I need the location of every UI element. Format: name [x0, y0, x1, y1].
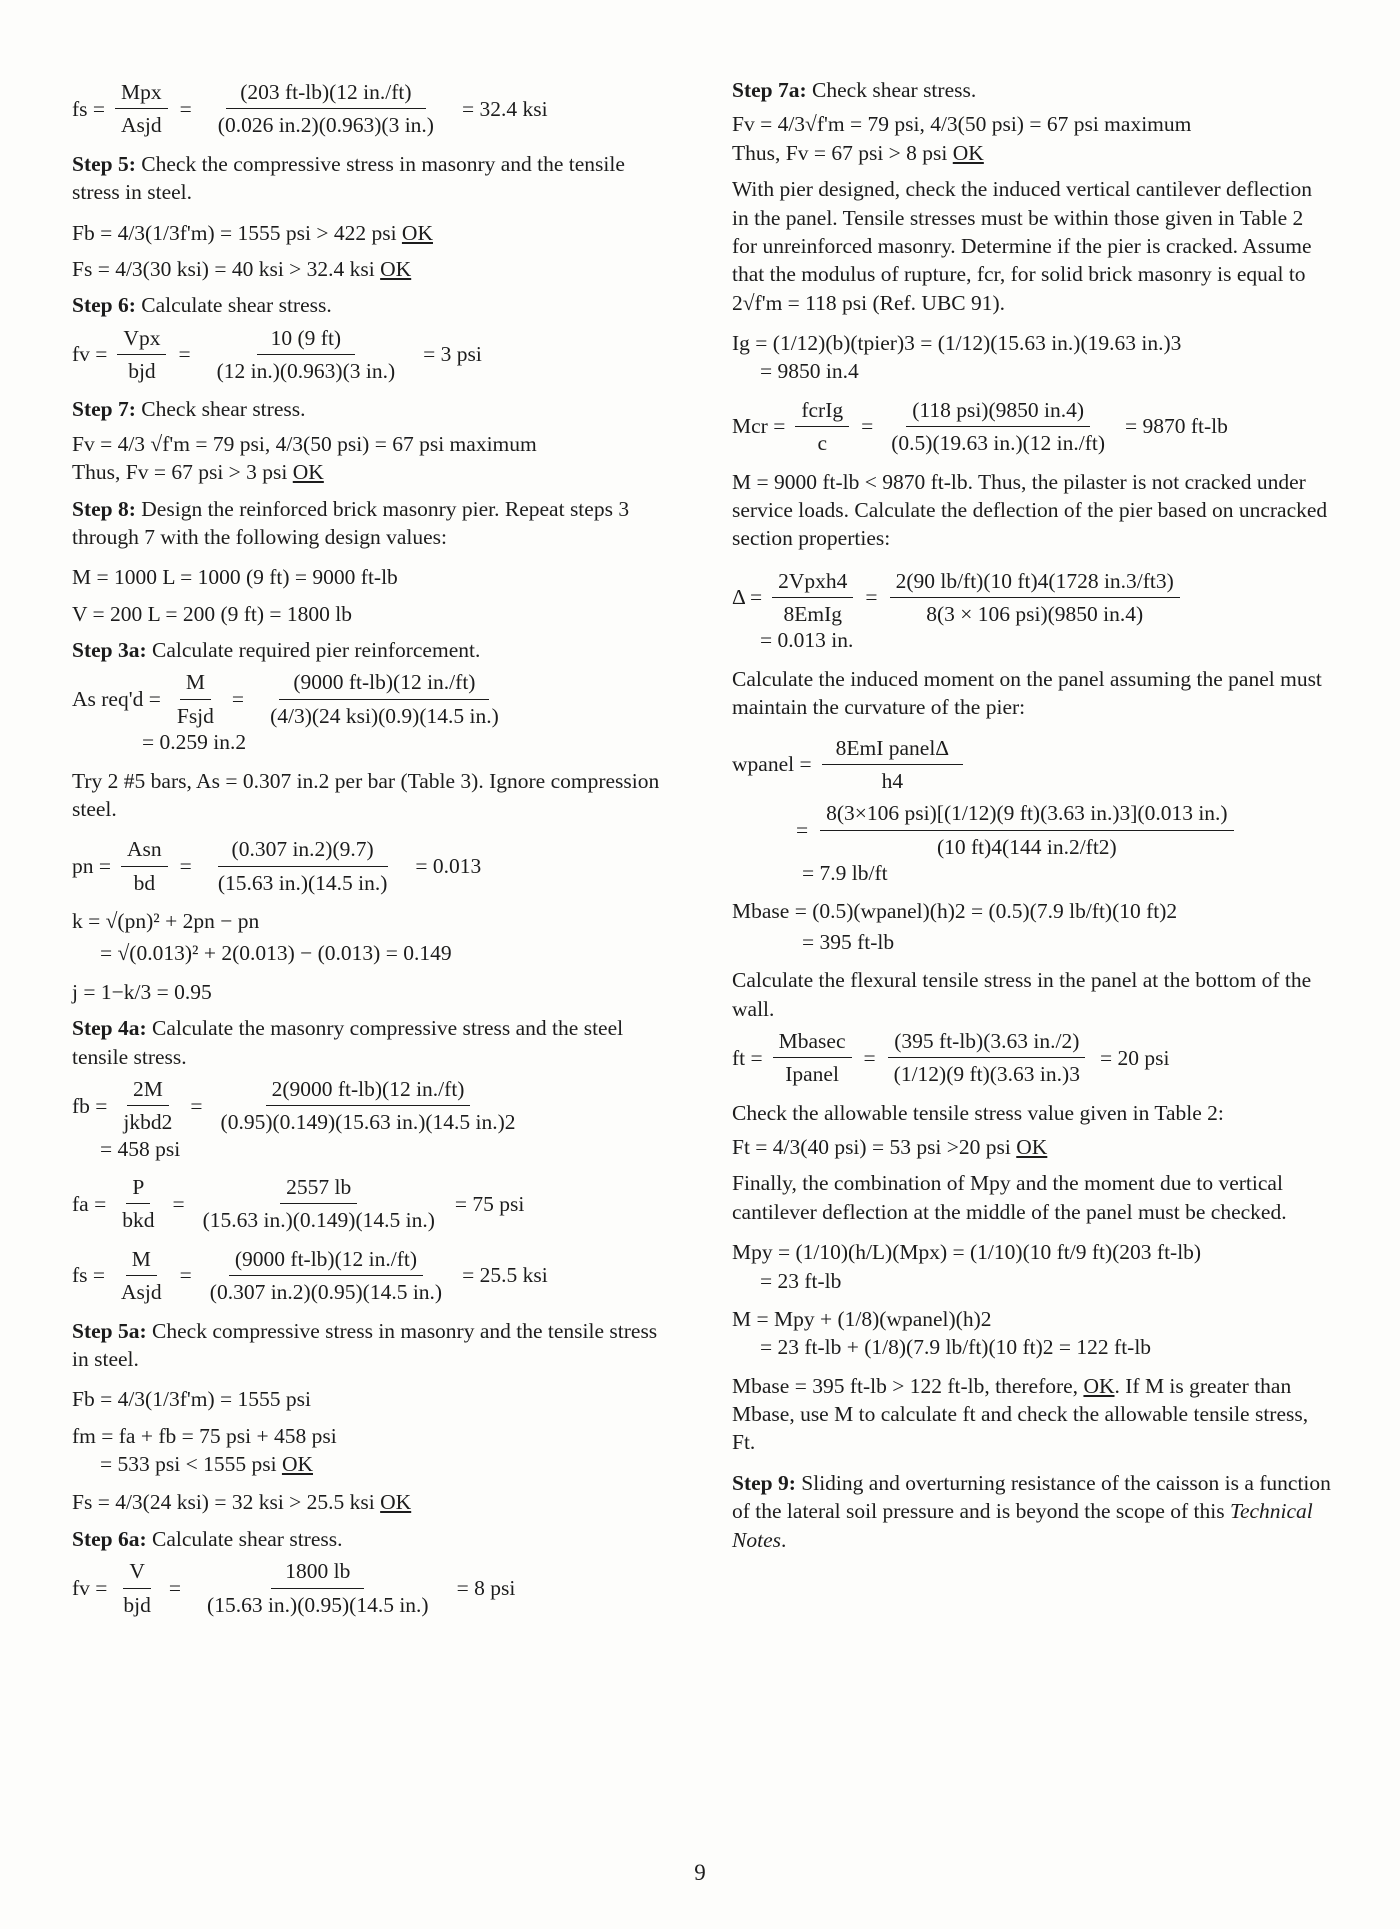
fraction: $\frac{2M}{\text{jkbd2}}$	[123, 1076, 173, 1135]
equation-fv-step6a: fv = $\frac{V}{\text{bjd}}$ = $\frac{1800 lb}{(15.63 in.)(0.95)(14.5 in.)}$ = 8 psi	[72, 1557, 672, 1619]
step-6a-heading: Step 6a: Calculate shear stress.	[72, 1526, 343, 1551]
equation-deflection: Δ = $\frac{\text{2Vpxh4}}{\text{8EmIg}}$ = $\frac{2(90 lb/ft)(10 ft)4(1728 in.3/ft3)}{\text{8(3 × 106 psi)(9850 in.4)}}$	[732, 567, 1332, 629]
equation-mbase: Mbase = (0.5)(wpanel)(h)2 = (0.5)(7.9 lb/ft)(10 ft)2	[732, 899, 1178, 924]
equation-lhs: fs =	[72, 96, 106, 121]
fraction: $\frac{2(9000 ft-lb)(12 in./ft)}{(0.95)(0.149)(15.63 in.)(14.5 in.)2}$	[220, 1076, 516, 1135]
equation-fa: fa = $\frac{P}{\text{bkd}}$ = $\frac{2557 lb}{(15.63 in.)(0.149)(14.5 in.)}$ = 75 psi	[72, 1173, 672, 1235]
step-3a-heading: Step 3a: Calculate required pier reinforcement.	[72, 638, 481, 662]
fraction: $\frac{M}{\text{Fsjd}}$	[176, 670, 214, 728]
step-8-heading: Step 8: Design the reinforced brick masonry pier. Repeat steps 3 through 7 with the following design values:	[72, 496, 630, 549]
page-number: 9	[694, 1860, 706, 1885]
equation-fb-allow: Fb = 4/3(1/3f'm) = 1555 psi	[72, 1387, 311, 1412]
right-column	[732, 74, 1332, 1566]
equation-wpanel-result: = 7.9 lb/ft	[802, 861, 888, 885]
equation-fv-check: Thus, Fv = 67 psi > 3 psi OK	[72, 460, 324, 485]
fraction: $\frac{(203 ft-lb)(12 in./ft)}{(0.026 in.2)(0.963)(3 in.)}$	[217, 80, 434, 138]
paragraph-flexural-stress: Calculate the flexural tensile stress in the panel at the bottom of the wall.	[732, 968, 1312, 1021]
equation-m-total: M = Mpy + (1/8)(wpanel)(h)2	[732, 1306, 992, 1331]
fraction: $\frac{V}{\text{bjd}}$	[123, 1559, 151, 1617]
equation-ft-allow: Ft = 4/3(40 psi) = 53 psi >20 psi OK	[732, 1135, 1048, 1159]
fraction: $\frac{1800 lb}{(15.63 in.)(0.95)(14.5 in.)}$	[207, 1559, 429, 1617]
fraction: $\frac{2557 lb}{(15.63 in.)(0.149)(14.5 in.)}$	[202, 1175, 435, 1233]
equation-moment: M = 1000 L = 1000 (9 ft) = 9000 ft-lb	[72, 565, 398, 590]
equation-fs-step4a: fs = $\frac{M}{\text{Asjd}}$ = $\frac{(9000 ft-lb)(12 in./ft)}{(0.307 in.2)(0.95)(14.5 in.)}$ = 25.5 ksi	[72, 1245, 672, 1307]
equation-ig: Ig = (1/12)(b)(tpier)3 = (1/12)(15.63 in.)(19.63 in.)3	[732, 331, 1182, 355]
fraction: $\frac{(395 ft-lb)(3.63 in./2)}{(1/12)(9 ft)(3.63 in.)3}$	[888, 1027, 1086, 1089]
equation-k: k = √(pn)² + 2pn − pn	[72, 909, 260, 933]
equation-wpanel-values: = $\frac{\text{8(3×106 psi)[(1/12)(9 ft)(3.63 in.)3](0.013 in.)}}{(10 ft)4(144 in.2/ft2)}$	[732, 799, 1332, 861]
equation-j: j = 1−k/3 = 0.95	[72, 979, 212, 1004]
fraction: $\frac{M}{\text{Asjd}}$	[121, 1246, 162, 1305]
fraction: $\frac{\text{Vpx}}{\text{bjd}}$	[117, 324, 166, 386]
fraction: $\frac{\text{Mbasec}}{\text{Ipanel}}$	[773, 1027, 852, 1089]
equation-fv-step6: fv = $\frac{\text{Vpx}}{\text{bjd}}$ = $\frac{10 (9 ft)}{(12 in.)(0.963)(3 in.)}$ = 3 psi	[72, 324, 672, 386]
paragraph-combination: Finally, the combination of Mpy and the moment due to vertical cantilever deflection at the middle of the panel must be checked.	[732, 1171, 1287, 1224]
fraction: $\frac{P}{\text{bkd}}$	[122, 1175, 155, 1233]
equation-fm: fm = fa + fb = 75 psi + 458 psi	[72, 1423, 337, 1448]
step-7a-heading: Step 7a: Check shear stress.	[732, 78, 977, 102]
equation-mbase-result: = 395 ft-lb	[802, 929, 895, 954]
paragraph-mbase-check: Mbase = 395 ft-lb > 122 ft-lb, therefore, OK. If M is greater than Mbase, use M to calculate ft and check the allowable tensile stress, Ft.	[732, 1373, 1309, 1455]
equation-mpy-result: = 23 ft-lb	[760, 1268, 842, 1293]
equation-k-result: = √(0.013)² + 2(0.013) − (0.013) = 0.149	[100, 941, 452, 966]
equation-pn: pn = $\frac{\text{Asn}}{bd}$ = $\frac{(0.307 in.2)(9.7)}{(15.63 in.)(14.5 in.)}$ = 0.013	[72, 835, 672, 897]
equation-wpanel: wpanel = $\frac{\text{8EmI panelΔ}}{h4}$	[732, 734, 1332, 796]
fraction: $\frac{\text{Mpx}}{\text{Asjd}}$	[115, 78, 168, 140]
fraction: $\frac{\text{8EmI panelΔ}}{h4}$	[822, 734, 964, 796]
paragraph-allowable-tensile: Check the allowable tensile stress value given in Table 2:	[732, 1100, 1224, 1125]
try-bars-text: Try 2 #5 bars, As = 0.307 in.2 per bar (Table 3). Ignore compression steel.	[72, 768, 660, 821]
equation-as-result: = 0.259 in.2	[142, 730, 247, 755]
fraction: $\frac{(9000 ft-lb)(12 in./ft)}{\text{(4/3)(24 ksi)(0.9)(14.5 in.)}}$	[270, 670, 499, 728]
equation-shear: V = 200 L = 200 (9 ft) = 1800 lb	[72, 601, 353, 626]
equation-fs-check: Fs = 4/3(30 ksi) = 40 ksi > 32.4 ksi OK	[72, 256, 412, 281]
equation-fs-allow: Fs = 4/3(24 ksi) = 32 ksi > 25.5 ksi OK	[72, 1490, 412, 1515]
fraction: $\frac{\text{fcrIg}}{c}$	[795, 396, 849, 458]
equation-fb-check: Fb = 4/3(1/3f'm) = 1555 psi > 422 psi OK	[72, 220, 433, 245]
step-4a-heading: Step 4a: Calculate the masonry compressive stress and the steel tensile stress.	[72, 1016, 624, 1069]
step-5-heading: Step 5: Check the compressive stress in masonry and the tensile stress in steel.	[72, 151, 625, 205]
equation-as-required: As req'd = $\frac{M}{\text{Fsjd}}$ = $\frac{(9000 ft-lb)(12 in./ft)}{\text{(4/3)(24 ksi)(0.9)(14.5 in.)}}$	[72, 668, 672, 730]
fraction: $\frac{2(90 lb/ft)(10 ft)4(1728 in.3/ft3)}{\text{8(3 × 106 psi)(9850 in.4)}}$	[890, 567, 1180, 629]
paragraph-uncracked: M = 9000 ft-lb < 9870 ft-lb. Thus, the pilaster is not cracked under service loads. Calculate the deflection of the pier based on uncracked section properties:	[732, 469, 1328, 551]
equation-fv-check-7a: Thus, Fv = 67 psi > 8 psi OK	[732, 140, 984, 165]
equation-ig-result: = 9850 in.4	[760, 359, 859, 384]
equation-ft: ft = $\frac{\text{Mbasec}}{\text{Ipanel}}$ = $\frac{(395 ft-lb)(3.63 in./2)}{(1/12)(9 ft)(3.63 in.)3}$ = 20 psi	[732, 1027, 1332, 1089]
step-5a-heading: Step 5a: Check compressive stress in masonry and the tensile stress in steel.	[72, 1318, 658, 1371]
equation-fm-check: = 533 psi < 1555 psi OK	[100, 1452, 313, 1476]
paragraph-deflection-check: With pier designed, check the induced vertical cantilever deflection in the panel. Tensile stresses must be within those given in Table 2 for unreinforced masonry. Determine if the pier is cracked. Assume that the modulus of rupture, fcr, for solid brick masonry is equal to 2√f'm = 118 psi (Ref. UBC 91).	[732, 177, 1312, 315]
equation-fb-result: = 458 psi	[100, 1136, 181, 1161]
fraction: $\frac{\text{2Vpxh4}}{\text{8EmIg}}$	[772, 567, 853, 629]
fraction: $\frac{\text{Asn}}{bd}$	[121, 835, 168, 897]
left-column	[72, 74, 672, 1629]
equation-fv-allow: Fv = 4/3 √f'm = 79 psi, 4/3(50 psi) = 67 psi maximum	[72, 431, 537, 456]
equation-mcr: Mcr = $\frac{\text{fcrIg}}{c}$ = $\frac{\text{(118 psi)(9850 in.4)}}{(0.5)(19.63 in.)(12 in./ft)}$ = 9870 ft-lb	[732, 396, 1332, 458]
fraction: $\frac{(0.307 in.2)(9.7)}{(15.63 in.)(14.5 in.)}$	[217, 837, 388, 895]
equation-result: = 32.4 ksi	[461, 96, 548, 121]
equation-mpy: Mpy = (1/10)(h/L)(Mpx) = (1/10)(10 ft/9 ft)(203 ft-lb)	[732, 1240, 1202, 1265]
equation-fb: fb = $\frac{2M}{\text{jkbd2}}$ = $\frac{2(9000 ft-lb)(12 in./ft)}{(0.95)(0.149)(15.63 in.)(14.5 in.)2}$	[72, 1075, 672, 1137]
fraction: $\frac{(9000 ft-lb)(12 in./ft)}{(0.307 in.2)(0.95)(14.5 in.)}$	[209, 1246, 443, 1305]
step-6-heading: Step 6: Calculate shear stress.	[72, 293, 332, 318]
equation-fs-step4: fs = $\frac{\text{Mpx}}{\text{Asjd}}$ = $\frac{(203 ft-lb)(12 in./ft)}{(0.026 in.2)(0.963)(3 in.)}$ = 32.4 ksi	[72, 78, 672, 140]
paragraph-induced-moment: Calculate the induced moment on the panel assuming the panel must maintain the curvature of the pier:	[732, 666, 1322, 720]
equation-fv-allow-7a: Fv = 4/3√f'm = 79 psi, 4/3(50 psi) = 67 psi maximum	[732, 112, 1192, 137]
equation-m-total-result: = 23 ft-lb + (1/8)(7.9 lb/ft)(10 ft)2 = 122 ft-lb	[760, 1335, 1152, 1360]
equation-deflection-result: = 0.013 in.	[760, 628, 854, 653]
fraction: $\frac{\text{8(3×106 psi)[(1/12)(9 ft)(3.63 in.)3](0.013 in.)}}{(10 ft)4(144 in.2/ft2)}$	[820, 799, 1233, 861]
step-7-heading: Step 7: Check shear stress.	[72, 397, 306, 422]
fraction: $\frac{10 (9 ft)}{(12 in.)(0.963)(3 in.)}$	[216, 325, 396, 383]
fraction: $\frac{\text{(118 psi)(9850 in.4)}}{(0.5)(19.63 in.)(12 in./ft)}$	[891, 397, 1106, 456]
step-9-paragraph: Step 9: Sliding and overturning resistance of the caisson is a function of the lateral soil pressure and is beyond the scope of this Technical Notes.	[732, 1470, 1331, 1552]
